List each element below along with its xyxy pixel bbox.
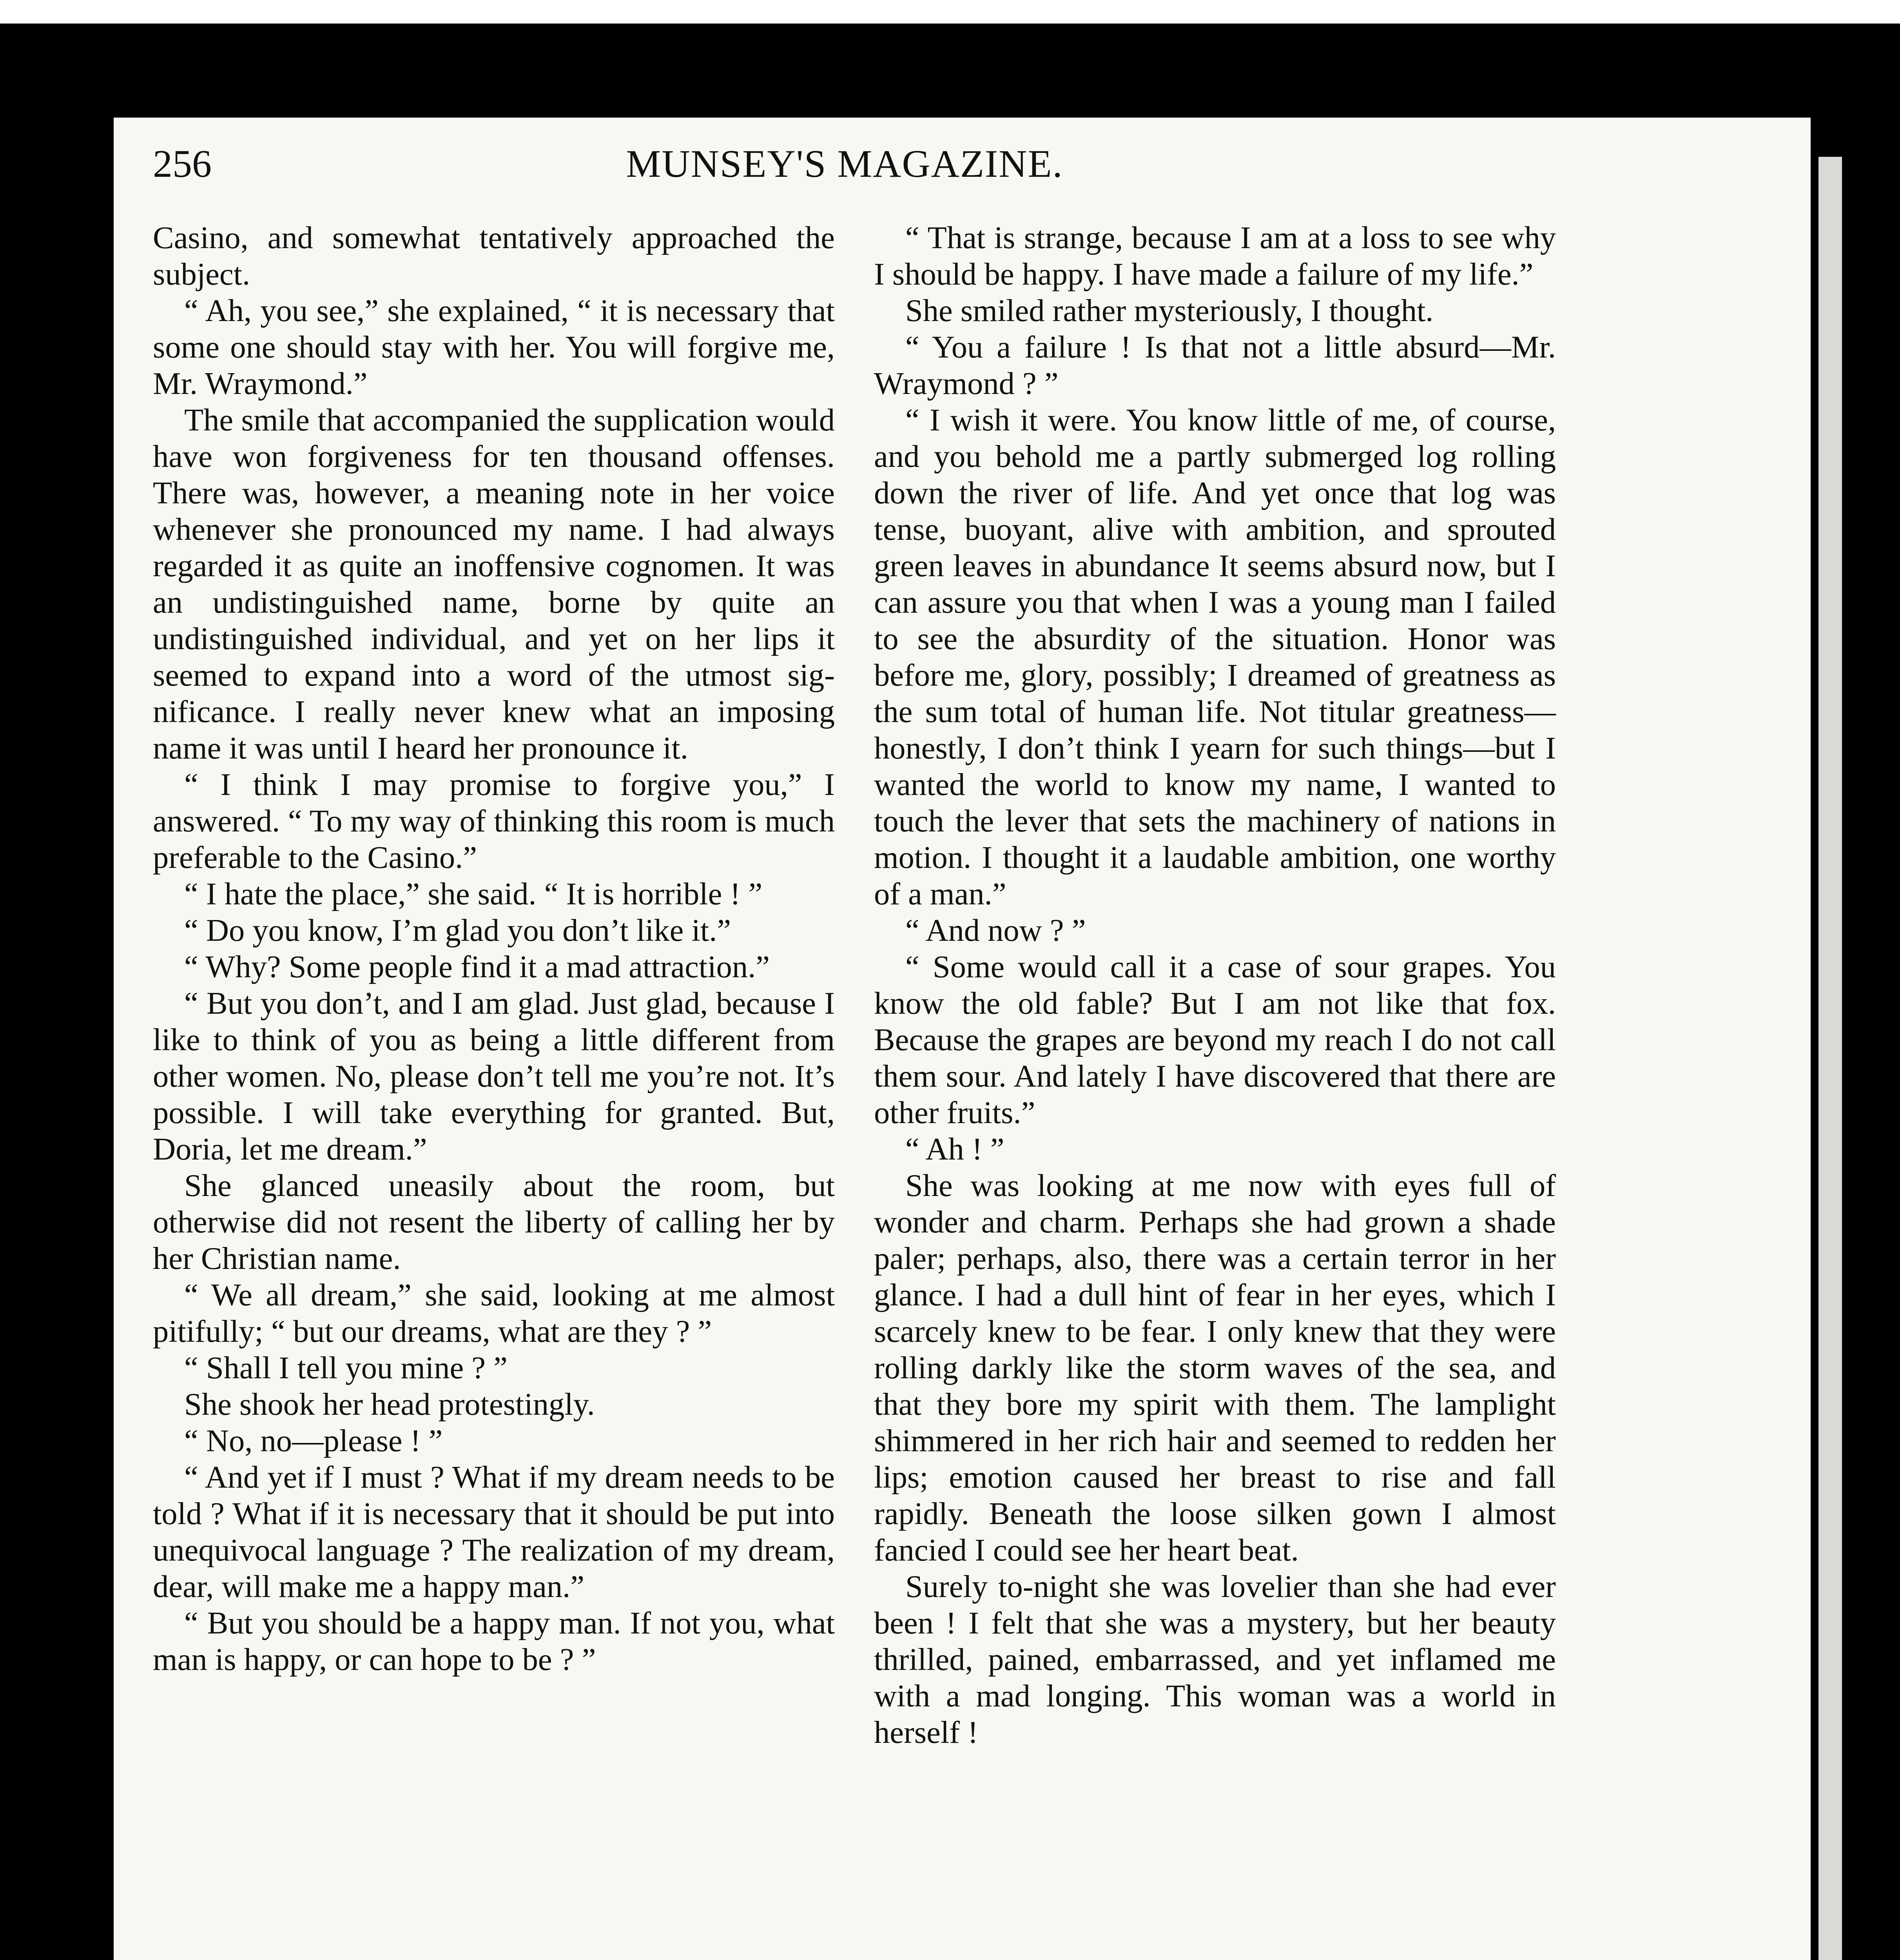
paragraph: “ And yet if I must ? What if my dream needs to be told ? What if it is necessary that it should be put into unequivocal language ? The realization of my dream, dear, will make me a happy man.”	[153, 1460, 835, 1604]
paragraph: The smile that accompanied the supplication would have won forgiveness for ten thousand offenses. There was, however, a meaning note in her voice whenever she pronounced my name. I had always regarded it as quite an inoffensive cognomen. It was an undistinguished name, borne by quite an undistinguished individual, and yet on her lips it seemed to expand into a word of the utmost significance. I really never knew what an imposing name it was until I heard her pronounce it.	[153, 403, 835, 766]
paragraph: “ You a failure ! Is that not a little absurd—Mr. Wraymond ? ”	[874, 330, 1556, 401]
paragraph: “ Some would call it a case of sour grapes. You know the old fable? But I am not like that fox. Because the grapes are beyond my reach I do not call them sour. And lately I have discovered that there are other fruits.”	[874, 949, 1556, 1130]
paragraph: “ But you should be a happy man. If not you, what man is happy, or can hope to be ? ”	[153, 1606, 835, 1677]
right-column	[874, 220, 1556, 1751]
paragraph: “ Shall I tell you mine ? ”	[184, 1350, 508, 1385]
paragraph: “ Why? Some people find it a mad attraction.”	[184, 949, 770, 984]
paragraph: “ Ah, you see,” she explained, “ it is necessary that some one should stay with her. You will forgive me, Mr. Wraymond.”	[153, 293, 835, 401]
page-header	[153, 141, 1536, 200]
paragraph: “ I hate the place,” she said. “ It is horrible ! ”	[184, 877, 763, 911]
paragraph: She smiled rather mysteriously, I thought.	[905, 293, 1434, 328]
page-edge	[1818, 157, 1842, 1960]
paragraph: Surely to-night she was lovelier than she had ever been ! I felt that she was a mystery, but her beauty thrilled, pained, embarrassed, and yet inflamed me with a mad longing. This woman was a world in herself !	[874, 1569, 1556, 1750]
paragraph: “ That is strange, because I am at a loss to see why I should be happy. I have made a failure of my life.”	[874, 220, 1556, 292]
paragraph: “ We all dream,” she said, looking at me almost pitifully; “ but our dreams, what are they ? ”	[153, 1278, 835, 1349]
paragraph: She was looking at me now with eyes full of wonder and charm. Perhaps she had grown a shade paler; perhaps, also, there was a certain terror in her glance. I had a dull hint of fear in her eyes, which I scarcely knew to be fear. I only knew that they were rolling darkly like the storm waves of the sea, and that they bore my spirit with them. The lamplight shimmered in her rich hair and seemed to redden her lips; emotion caused her breast to rise and fall rapidly. Beneath the loose silken gown I almost fancied I could see her heart beat.	[874, 1168, 1556, 1568]
paragraph: “ But you don’t, and I am glad. Just glad, because I like to think of you as being a little different from other women. No, please don’t tell me you’re not. It’s possible. I will take everything for granted. But, Doria, let me dream.”	[153, 986, 835, 1167]
paragraph: Casino, and somewhat tentatively approached the subject.	[153, 220, 835, 292]
paragraph: “ And now ? ”	[905, 913, 1086, 948]
running-head: MUNSEY'S MAGAZINE.	[626, 142, 1063, 185]
paragraph: She shook her head protestingly.	[184, 1387, 595, 1422]
page-number: 256	[153, 142, 212, 185]
paragraph: “ Do you know, I’m glad you don’t like it.”	[184, 913, 731, 948]
paragraph: “ I wish it were. You know little of me, of course, and you behold me a partly submerged log rolling down the river of life. And yet once that log was tense, buoyant, alive with ambition, and sprouted green leaves in abundance It seems absurd now, but I can assure you that when I was a young man I failed to see the absurdity of the situation. Honor was before me, glory, possibly; I dreamed of greatness as the sum total of human life. Not titular greatness—honestly, I don’t think I yearn for such things—but I wanted the world to know my name, I wanted to touch the lever that sets the machinery of nations in motion. I thought it a laudable ambition, one worthy of a man.”	[874, 403, 1556, 911]
scan-top-edge	[0, 0, 1900, 24]
paragraph: “ I think I may promise to forgive you,” I answered. “ To my way of thinking this room is much preferable to the Casino.”	[153, 767, 835, 875]
paragraph: “ No, no—please ! ”	[184, 1423, 443, 1458]
paragraph: She glanced uneasily about the room, but otherwise did not resent the liberty of calling her by her Christian name.	[153, 1168, 835, 1276]
paragraph: “ Ah ! ”	[905, 1132, 1004, 1167]
left-column	[153, 220, 835, 1678]
